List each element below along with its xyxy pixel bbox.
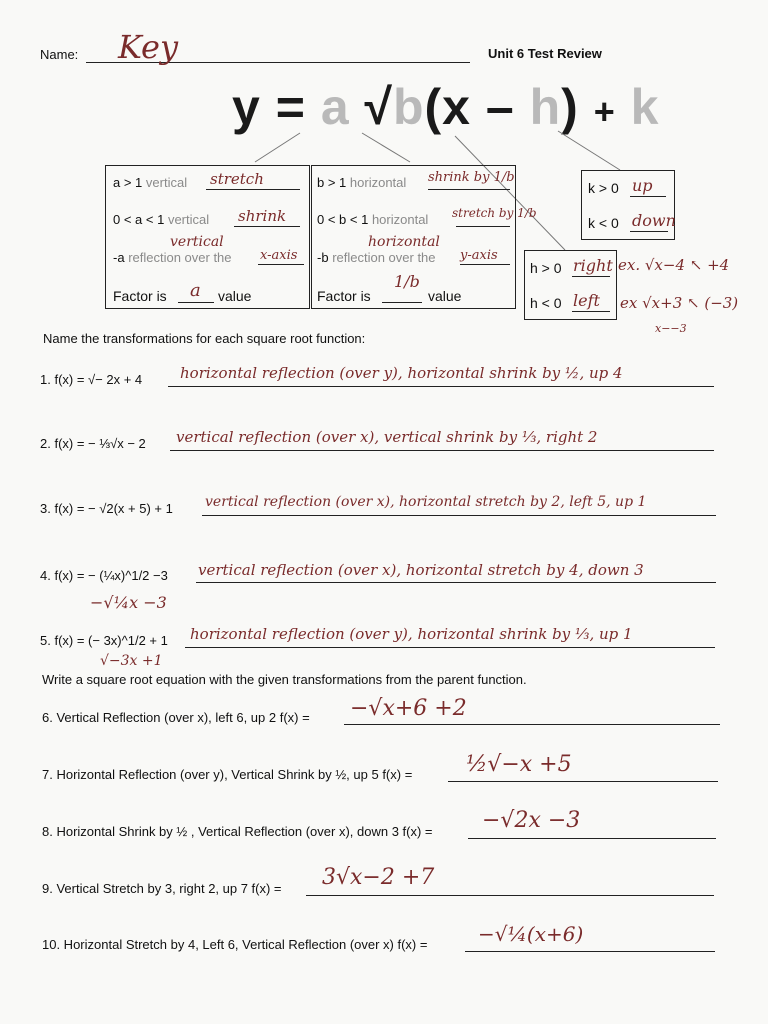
eq-k: k xyxy=(630,79,660,135)
box-a-row1-answer[interactable]: stretch xyxy=(210,170,264,188)
box-h-row1: h > 0 xyxy=(530,260,562,276)
box-a-row1-blank xyxy=(206,189,300,190)
box-a-row3-blank xyxy=(258,264,304,265)
box-h-note3: x−−3 xyxy=(655,322,687,335)
box-a-row3-note: vertical xyxy=(170,234,224,250)
box-b-row3-note: horizontal xyxy=(368,234,440,250)
q5-note: √−3x +1 xyxy=(100,653,163,669)
box-h-row2: h < 0 xyxy=(530,295,562,311)
q8-answer[interactable]: −√2x −3 xyxy=(482,808,581,833)
eq-b: b xyxy=(392,79,425,135)
parent-equation xyxy=(232,78,659,136)
q9-label: 9. Vertical Stretch by 3, right 2, up 7 f(x) = xyxy=(42,881,282,896)
q8-label: 8. Horizontal Shrink by ½ , Vertical Reflection (over x), down 3 f(x) = xyxy=(42,824,433,839)
box-h-row2-blank xyxy=(572,311,610,312)
eq-y: y = xyxy=(232,79,306,135)
box-k-row1-blank xyxy=(630,196,666,197)
box-a-row3-answer[interactable]: x-axis xyxy=(260,248,298,263)
q2-label: 2. f(x) = − ⅓√x − 2 xyxy=(40,436,146,451)
box-b-row1-blank xyxy=(428,189,510,190)
box-b-row3-blank xyxy=(460,264,510,265)
box-k-row1-answer[interactable]: up xyxy=(632,176,653,195)
box-b-row2-blank xyxy=(456,226,510,227)
q5-label: 5. f(x) = (− 3x)^1/2 + 1 xyxy=(40,633,168,648)
page-title: Unit 6 Test Review xyxy=(488,46,602,61)
box-h-note2: ex √x+3 ↖ (−3) xyxy=(620,294,739,312)
q4-note: −√¼x −3 xyxy=(90,593,167,612)
eq-a: a xyxy=(320,79,350,135)
eq-h: h xyxy=(529,79,562,135)
q5-answer[interactable]: horizontal reflection (over y), horizontal shrink by ⅓, up 1 xyxy=(190,625,633,643)
box-a-row4-suffix: value xyxy=(218,288,252,304)
box-h-row2-answer[interactable]: left xyxy=(573,291,600,310)
q9-answer[interactable]: 3√x−2 +7 xyxy=(322,865,435,890)
box-b-row1: b > 1 horizontal xyxy=(317,175,407,190)
eq-plus: + xyxy=(593,91,616,132)
box-b-row4-suffix: value xyxy=(428,288,462,304)
box-h-note1: ex. √x−4 ↖ +4 xyxy=(618,256,730,274)
q1-answer[interactable]: horizontal reflection (over y), horizontal shrink by ½, up 4 xyxy=(180,364,623,382)
box-k-row1: k > 0 xyxy=(588,180,619,196)
section2-instruction: Write a square root equation with the given transformations from the parent function. xyxy=(42,672,527,687)
box-a-row1: a > 1 vertical xyxy=(113,175,188,190)
box-b-row3-answer[interactable]: y-axis xyxy=(460,248,498,263)
box-h-row1-blank xyxy=(572,276,610,277)
eq-root: √ xyxy=(364,79,393,135)
q3-answer[interactable]: vertical reflection (over x), horizontal stretch by 2, left 5, up 1 xyxy=(205,494,647,510)
box-b-row2: 0 < b < 1 horizontal xyxy=(317,212,429,227)
q2-answer[interactable]: vertical reflection (over x), vertical shrink by ⅓, right 2 xyxy=(176,428,598,446)
q7-label: 7. Horizontal Reflection (over y), Vertical Shrink by ½, up 5 f(x) = xyxy=(42,767,413,782)
box-h-row1-answer[interactable]: right xyxy=(573,256,613,275)
q6-answer[interactable]: −√x+6 +2 xyxy=(350,696,467,721)
q10-label: 10. Horizontal Stretch by 4, Left 6, Vertical Reflection (over x) f(x) = xyxy=(42,937,428,952)
box-a-row4-blank xyxy=(178,302,214,303)
section1-instruction: Name the transformations for each square root function: xyxy=(43,331,366,346)
name-label: Name: xyxy=(40,47,79,62)
eq-open: (x – xyxy=(424,79,515,135)
q3-label: 3. f(x) = − √2(x + 5) + 1 xyxy=(40,501,173,516)
box-b-row1-answer[interactable]: shrink by 1/b xyxy=(428,170,515,185)
box-b-row4-blank xyxy=(382,302,422,303)
box-a-row4-prefix: Factor is xyxy=(113,288,167,304)
box-a-row2-blank xyxy=(234,226,300,227)
box-b-row3: -b reflection over the xyxy=(317,250,436,265)
q4-label: 4. f(x) = − (¼x)^1/2 −3 xyxy=(40,568,168,583)
q1-label: 1. f(x) = √− 2x + 4 xyxy=(40,372,143,387)
box-k-row2-blank xyxy=(630,231,668,232)
q4-answer[interactable]: vertical reflection (over x), horizontal stretch by 4, down 3 xyxy=(198,561,644,579)
box-k-row2-answer[interactable]: down xyxy=(632,211,676,230)
box-b-row4-prefix: Factor is xyxy=(317,288,371,304)
box-a-row2-answer[interactable]: shrink xyxy=(238,207,287,225)
box-b-row4-answer[interactable]: 1/b xyxy=(394,272,420,291)
eq-close: ) xyxy=(561,79,579,135)
box-b-row2-answer[interactable]: stretch by 1/b xyxy=(452,206,537,220)
box-a-row3: -a reflection over the xyxy=(113,250,232,265)
box-a-row2: 0 < a < 1 vertical xyxy=(113,212,210,227)
box-a-row4-answer[interactable]: a xyxy=(190,280,201,301)
q7-answer[interactable]: ½√−x +5 xyxy=(466,752,572,777)
name-value[interactable]: Key xyxy=(118,28,179,66)
q10-answer[interactable]: −√¼(x+6) xyxy=(478,922,584,946)
q6-label: 6. Vertical Reflection (over x), left 6, up 2 f(x) = xyxy=(42,710,310,725)
box-k-row2: k < 0 xyxy=(588,215,619,231)
